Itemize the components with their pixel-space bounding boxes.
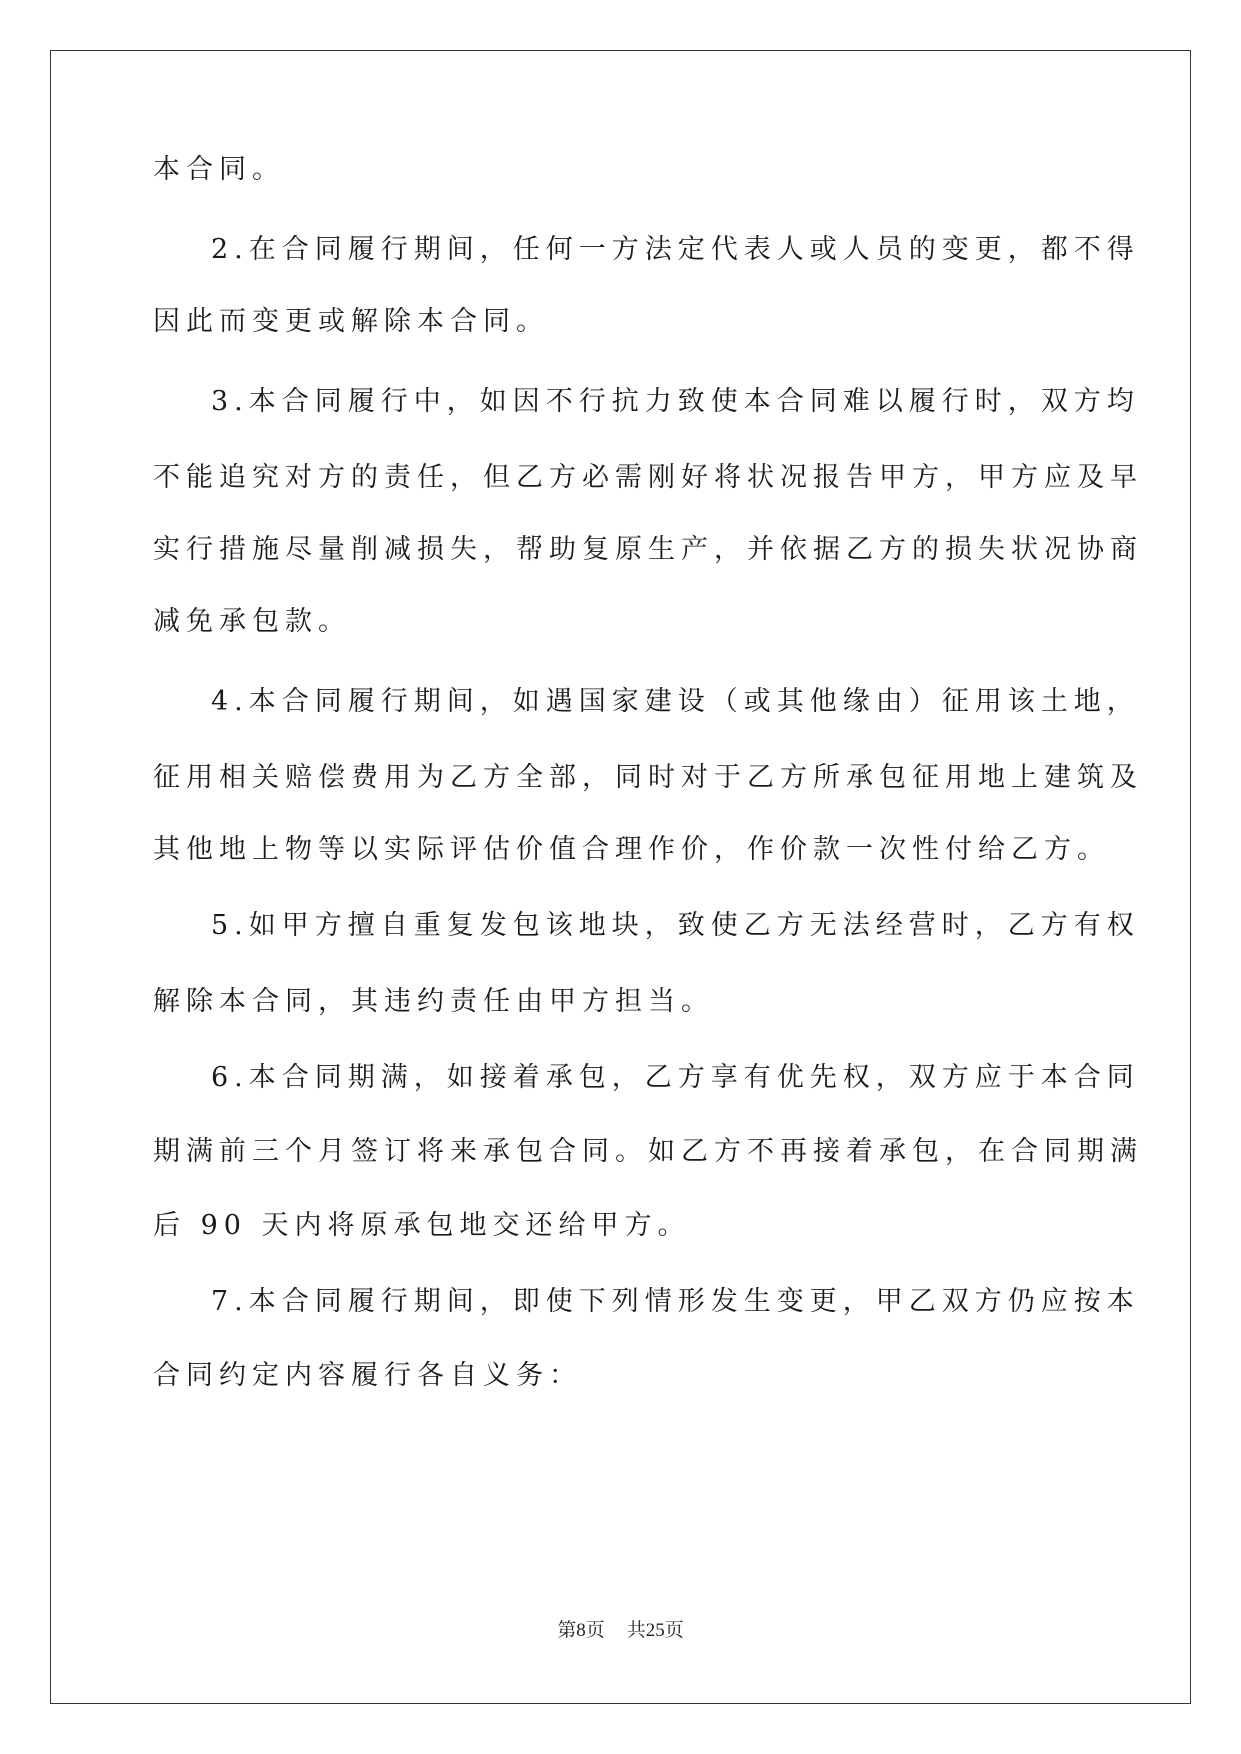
text-line-1: 本合同。: [153, 154, 285, 185]
text-line-6: 实行措施尽量削减损失，帮助复原生产，并依据乙方的损失状况协商: [153, 534, 1143, 565]
text-line-9: 征用相关赔偿费用为乙方全部，同时对于乙方所承包征用地上建筑及: [153, 762, 1143, 793]
text-line-14: 期满前三个月签订将来承包合同。如乙方不再接着承包，在合同期满: [153, 1136, 1143, 1167]
text-line-12: 解除本合同，其违约责任由甲方担当。: [153, 986, 714, 1017]
text-line-13: 6.本合同期满，如接着承包，乙方享有优先权，双方应于本合同: [211, 1062, 1140, 1093]
page-total: 共25页: [626, 1620, 684, 1641]
text-line-10: 其他地上物等以实际评估价值合理作价，作价款一次性付给乙方。: [153, 834, 1110, 865]
page-border: [50, 50, 1191, 1704]
text-line-16: 7.本合同履行期间，即使下列情形发生变更，甲乙双方仍应按本: [211, 1286, 1140, 1317]
page-number: 第8页: [557, 1620, 605, 1641]
text-line-2: 2.在合同履行期间，任何一方法定代表人或人员的变更，都不得: [211, 234, 1140, 265]
text-line-15: 后 90 天内将原承包地交还给甲方。: [153, 1210, 691, 1241]
text-line-8: 4.本合同履行期间，如遇国家建设（或其他缘由）征用该土地，: [211, 686, 1140, 717]
text-line-7: 减免承包款。: [153, 606, 351, 637]
text-line-4: 3.本合同履行中，如因不行抗力致使本合同难以履行时，双方均: [211, 386, 1140, 417]
text-line-5: 不能追究对方的责任，但乙方必需刚好将状况报告甲方，甲方应及早: [153, 462, 1143, 493]
text-line-3: 因此而变更或解除本合同。: [153, 306, 549, 337]
page-footer: [0, 1615, 1241, 1642]
text-line-11: 5.如甲方擅自重复发包该地块，致使乙方无法经营时，乙方有权: [211, 910, 1140, 941]
text-line-17: 合同约定内容履行各自义务：: [153, 1360, 582, 1391]
